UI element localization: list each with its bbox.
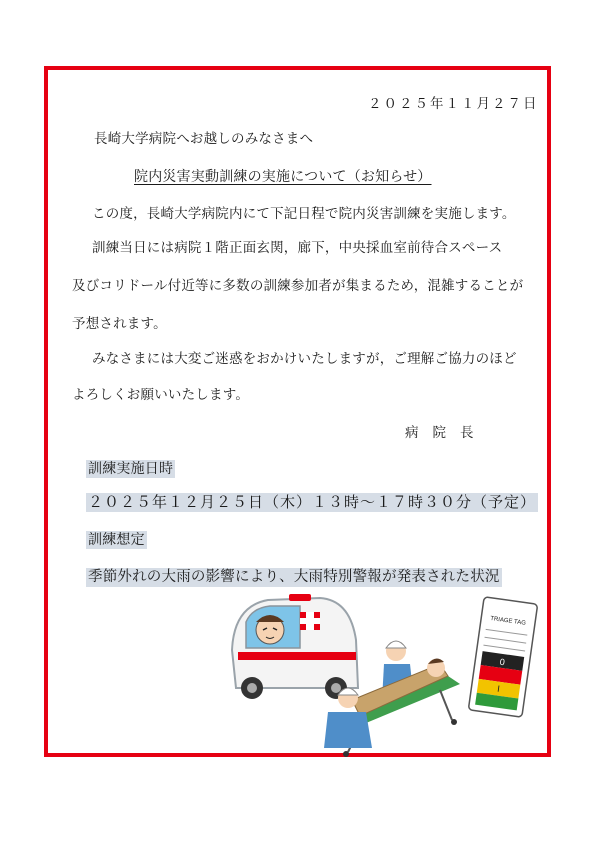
schedule-heading: 訓練実施日時 <box>88 461 174 477</box>
scenario-text: 季節外れの大雨の影響により、大雨特別警報が発表された状況 <box>88 569 500 585</box>
greeting: 長崎大学病院へお越しのみなさまへ <box>94 131 314 147</box>
signature: 病院長 <box>405 425 488 441</box>
triage-number: I <box>496 683 501 694</box>
paragraph-line: 及びコリドール付近等に多数の訓練参加者が集まるため，混雑することが <box>72 278 524 294</box>
paragraph-line: この度，長崎大学病院内にて下記日程で院内災害訓練を実施します。 <box>92 206 516 222</box>
paragraph-line: みなさまには大変ご迷惑をおかけいたしますが，ご理解ご協力のほど <box>92 351 517 367</box>
notice-title: 院内災害実動訓練の実施について（お知らせ） <box>134 169 432 185</box>
triage-tag-illustration <box>468 597 537 717</box>
scenario-heading: 訓練想定 <box>88 532 145 548</box>
triage-tag-label: TRIAGE TAG <box>489 615 527 627</box>
triage-number: 0 <box>499 656 506 668</box>
paragraph-line: 予想されます。 <box>72 316 167 332</box>
paragraph-line: 訓練当日には病院１階正面玄関，廊下，中央採血室前待合スペース <box>92 240 503 256</box>
paragraph-line: よろしくお願いいたします。 <box>72 387 250 403</box>
notice-date: ２０２５年１１月２７日 <box>368 96 539 112</box>
ambulance-illustration <box>232 594 358 699</box>
schedule-datetime: ２０２５年１２月２５日（木）１３時～１７時３０分（予定） <box>88 493 537 511</box>
